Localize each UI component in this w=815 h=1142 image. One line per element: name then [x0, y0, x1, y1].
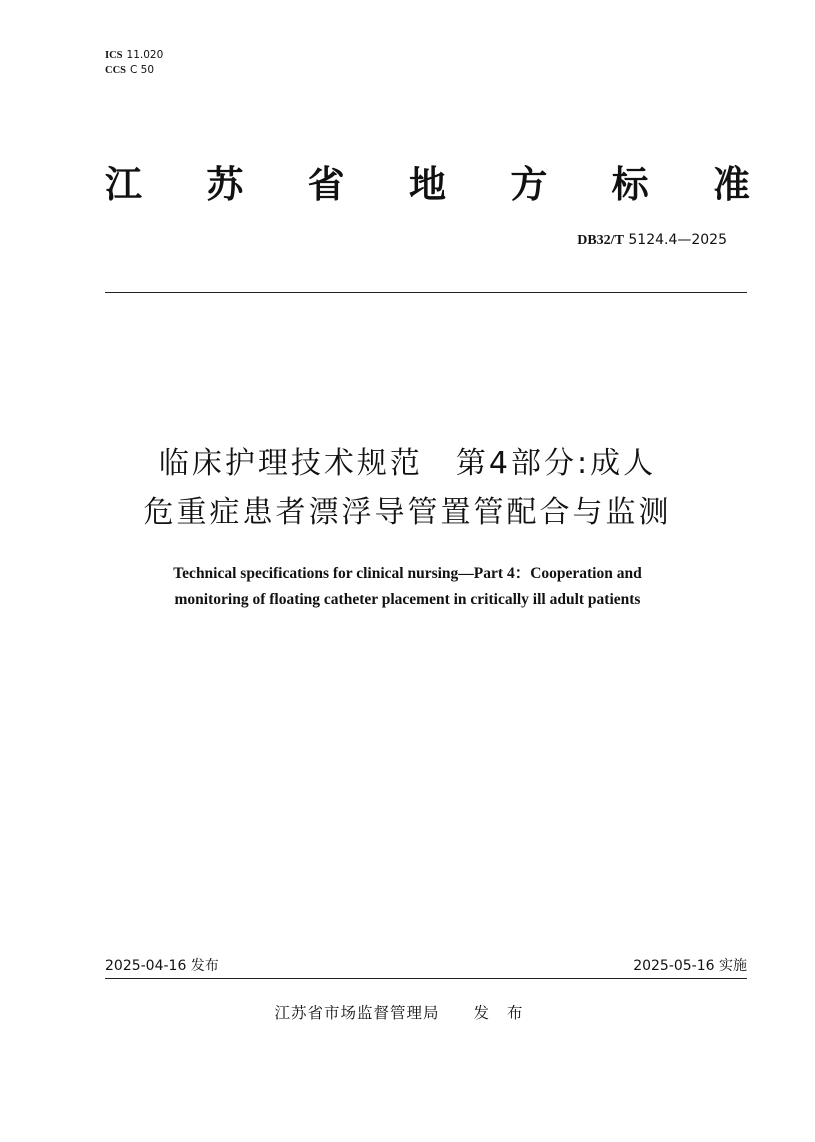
publisher-name: 江苏省市场监督管理局 [274, 1004, 440, 1022]
title-english-line-2: monitoring of floating catheter placement in critically ill adult patients [174, 591, 641, 608]
standard-type-heading [105, 160, 750, 210]
ics-code [105, 48, 163, 63]
implementation-date: 2025-05-16 实施 [633, 958, 747, 974]
footer-divider [105, 978, 747, 979]
publisher-line [0, 1002, 815, 1024]
standard-code-prefix: DB32/T [577, 233, 624, 248]
title-chinese-line-1: 临床护理技术规范 第4部分:成人 [158, 446, 657, 481]
standard-type-char: 地 [408, 163, 446, 206]
standard-type-char: 省 [307, 163, 345, 206]
issue-date: 2025-04-16 发布 [105, 958, 219, 974]
standard-code [577, 231, 727, 250]
standard-type-char: 苏 [206, 163, 244, 206]
publisher-action: 发布 [473, 1004, 541, 1022]
ccs-label: CCS [105, 65, 127, 76]
title-chinese-line-2: 危重症患者漂浮导管置管配合与监测 [143, 495, 672, 530]
standard-code-number: 5124.4—2025 [628, 232, 727, 248]
standard-type-char: 方 [510, 163, 548, 206]
ccs-value: C 50 [130, 64, 155, 76]
classification-codes [105, 48, 163, 78]
standard-type-char: 准 [712, 163, 750, 206]
header-divider [105, 292, 747, 293]
standard-type-char: 标 [611, 163, 649, 206]
ics-value: 11.020 [126, 49, 164, 61]
ics-label: ICS [105, 50, 123, 61]
title-english-line-1: Technical specifications for clinical nursing—Part 4：Cooperation and [173, 565, 642, 582]
ccs-code [105, 63, 163, 78]
standard-type-char: 江 [105, 163, 142, 206]
